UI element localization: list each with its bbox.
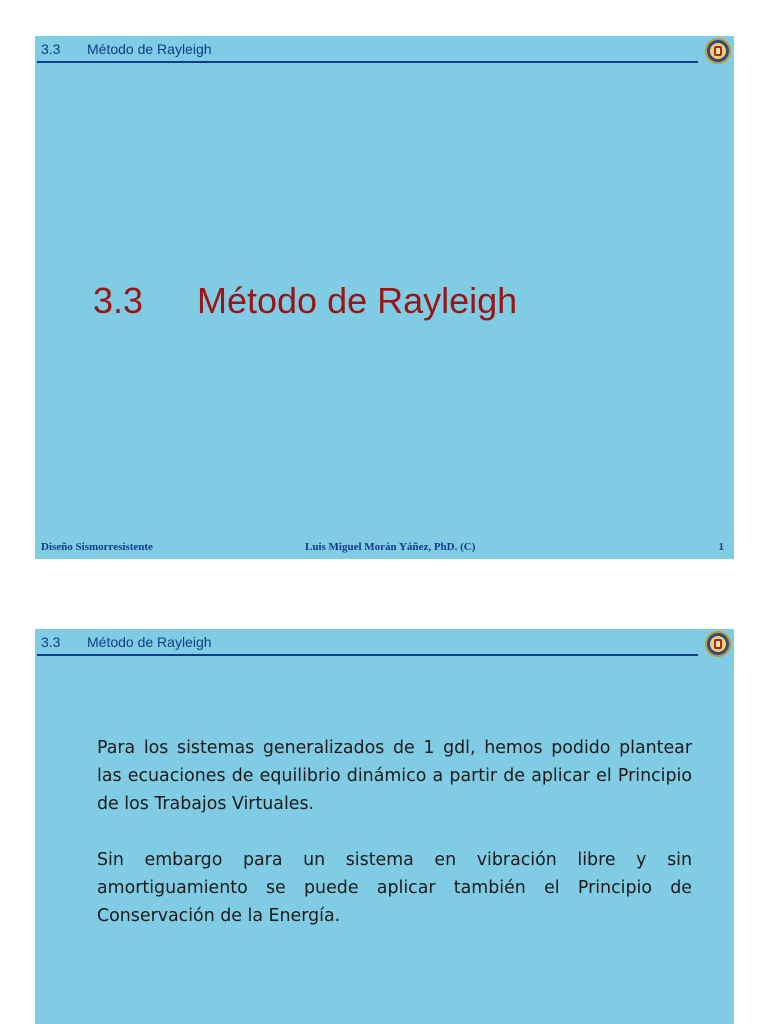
section-title: Método de Rayleigh xyxy=(87,41,212,57)
slide-title xyxy=(93,280,517,322)
body-paragraph: Para los sistemas generalizados de 1 gdl, hemos podido plantear las ecuaciones de equilibrio dinámico a partir de aplicar el Principio de los Trabajos Virtuales. xyxy=(97,738,692,814)
section-title: Método de Rayleigh xyxy=(87,634,212,650)
slide-1 xyxy=(35,36,734,559)
header-divider xyxy=(37,61,698,63)
footer-author: Luis Miguel Morán Yáñez, PhD. (C) xyxy=(305,541,476,553)
section-number: 3.3 xyxy=(41,41,61,57)
footer-course: Diseño Sismorresistente xyxy=(41,541,153,553)
slide-header-title xyxy=(41,41,212,57)
slide-2 xyxy=(35,629,734,1024)
slide-title-number: 3.3 xyxy=(93,280,144,321)
footer-page-number: 1 xyxy=(718,541,724,553)
university-seal-icon xyxy=(705,38,731,64)
university-seal-icon xyxy=(705,631,731,657)
slide-title-text: Método de Rayleigh xyxy=(197,280,518,321)
section-number: 3.3 xyxy=(41,634,61,650)
header-divider xyxy=(37,654,698,656)
slide-header-title xyxy=(41,634,212,650)
body-paragraph: Sin embargo para un sistema en vibración libre y sin amortiguamiento se puede aplicar también el Principio de Conservación de la Energía. xyxy=(97,850,692,926)
